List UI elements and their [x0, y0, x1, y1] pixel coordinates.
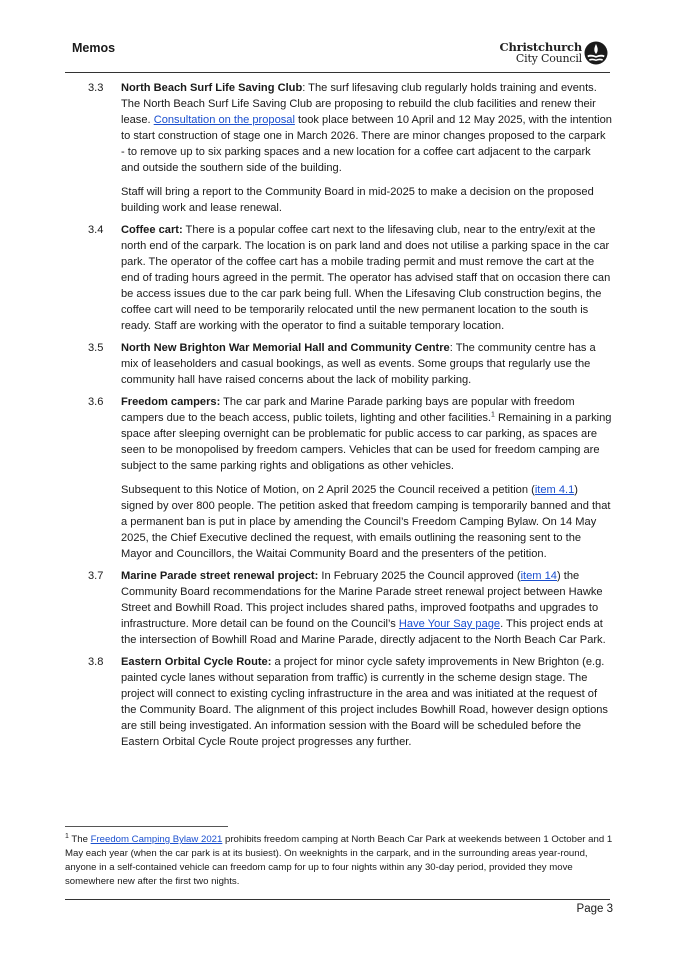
item-text: ) signed by over 800 people. The petition asked that freedom camping is temporarily banned and that a permanent ban is put in place by amending the Council’s Freedom Camping Bylaw. On 14 May 2025, the Chief Executive declined the request, with emails outlining the reasoning sent to the Mayor and Councillors, the Waitai Community Board and the presenters of the petition.	[121, 484, 611, 560]
page-header	[0, 0, 675, 74]
header-title: Memos	[72, 41, 116, 55]
item-title: Eastern Orbital Cycle Route:	[121, 656, 272, 668]
item-number: 3.3	[88, 82, 104, 94]
freedom-camping-bylaw-link[interactable]: Freedom Camping Bylaw 2021	[90, 834, 223, 845]
item-title: Coffee cart:	[121, 224, 183, 236]
section-3-7	[88, 568, 612, 648]
paragraph	[121, 654, 612, 750]
paragraph	[121, 80, 612, 176]
paragraph	[121, 222, 612, 334]
memo-body	[88, 80, 612, 756]
item-text: a project for minor cycle safety improvements in New Brighton (e.g. painted cycle lanes without separation from traffic) is currently in the scheme design stage. The project will connect to existing cycling infrastructure in the area and was initiated at the request of the Community Board. The alignment of this project includes Bowhill Road, however design options are still being investigated. An information session with the Board will be scheduled before the Eastern Orbital Cycle Route project progresses any further.	[121, 656, 608, 748]
item-14-link[interactable]: item 14	[520, 570, 557, 582]
paragraph	[121, 568, 612, 648]
item-text: The car park and Marine Parade parking bays are popular with freedom campers due to the beach access, public toilets, lighting and other facilities.	[121, 396, 575, 424]
item-text: There is a popular coffee cart next to the lifesaving club, near to the entry/exit at the north end of the carpark. The location is on park land and does not utilise a parking space in the car park. The operator of the coffee cart has a mobile trading permit and must remove the cart at the end of trading hours agreed in the permit. The operator has advised staff that on occasion there can be access issues due to the car park being full. When the Lifesaving Club construction begins, the coffee cart will need to be temporarily relocated until the new permanent location to the south is ready. Staff are working with the operator to find a suitable temporary location.	[121, 224, 611, 332]
paragraph	[121, 394, 612, 474]
section-3-8	[88, 654, 612, 750]
item-title: North Beach Surf Life Saving Club	[121, 82, 303, 94]
footnote-reference[interactable]: 1	[491, 411, 495, 419]
logo-line2: City Council	[515, 52, 582, 65]
item-text: : The community centre has a mix of leaseholders and casual bookings, as well as events. Some groups that regularly use the community hall have raised concerns about the lack of mobility parking.	[121, 342, 596, 386]
item-title: Marine Parade street renewal project:	[121, 570, 319, 582]
item-number: 3.8	[88, 656, 104, 668]
footer-divider	[65, 899, 610, 900]
item-number: 3.6	[88, 396, 104, 408]
item-text: Subsequent to this Notice of Motion, on 2 April 2025 the Council received a petition (	[121, 484, 535, 496]
footnote-text: The	[68, 834, 91, 845]
council-logo	[498, 40, 608, 70]
item-text: Remaining in a parking space after sleeping overnight can be problematic for public access to car parking, as spaces are seen to be monopolised by freedom campers. Vehicles that can be used for freedom camping are subject to the same parking rights and obligations as other vehicles.	[121, 412, 612, 472]
section-3-6	[88, 394, 612, 562]
item-number: 3.5	[88, 342, 104, 354]
paragraph	[121, 482, 612, 562]
footnote	[65, 833, 613, 889]
page-number: Page 3	[576, 903, 613, 915]
item-title: Freedom campers:	[121, 396, 221, 408]
logo-line1: Christchurch	[499, 40, 582, 54]
item-number: 3.7	[88, 570, 104, 582]
footnote-divider	[65, 826, 228, 827]
have-your-say-link[interactable]: Have Your Say page	[398, 618, 501, 630]
council-emblem-icon	[584, 41, 608, 65]
logo-text	[500, 41, 582, 65]
item-number: 3.4	[88, 224, 104, 236]
item-title: North New Brighton War Memorial Hall and Community Centre	[121, 342, 450, 354]
petition-item-link[interactable]: item 4.1	[534, 484, 575, 496]
section-3-4	[88, 222, 612, 334]
item-text: ) the Community Board recommendations for the Marine Parade street renewal project between Hawke Street and Bowhill Road. This project includes shared paths, improved footpaths and upgrades to infrastructure. More detail can be found on the Council’s	[121, 570, 603, 630]
header-divider	[65, 72, 610, 73]
footnote-text: prohibits freedom camping at North Beach Car Park at weekends between 1 October and 1 May each year (when the car park is at its busiest). On weeknights in the carpark, and in the surrounding areas year-round, anyone in a self-contained vehicle can freedom camp for up to four nights within any 30-day period, provided they move somewhere new after the first two nights.	[65, 834, 613, 887]
paragraph: Staff will bring a report to the Community Board in mid-2025 to make a decision on the proposed building work and lease renewal.	[121, 186, 594, 214]
item-text: : The surf lifesaving club regularly holds training and events. The North Beach Surf Life Saving Club are proposing to rebuild the club facilities and renew their lease.	[121, 82, 597, 126]
consultation-link[interactable]: Consultation on the proposal	[153, 114, 295, 126]
item-text: In February 2025 the Council approved (	[318, 570, 521, 582]
item-text: took place between 10 April and 12 May 2025, with the intention to start construction of stage one in March 2026. There are minor changes proposed to the carpark - to remove up to six parking spaces and a new location for a coffee cart adjacent to the carpark and outside the southern side of the building.	[121, 114, 612, 174]
section-3-5	[88, 340, 612, 388]
paragraph	[121, 340, 612, 388]
section-3-3	[88, 80, 612, 216]
footnote-marker: 1	[65, 832, 69, 840]
item-text: . This project ends at the intersection of Bowhill Road and Marine Parade, directly adjacent to the North Beach Car Park.	[121, 618, 606, 646]
